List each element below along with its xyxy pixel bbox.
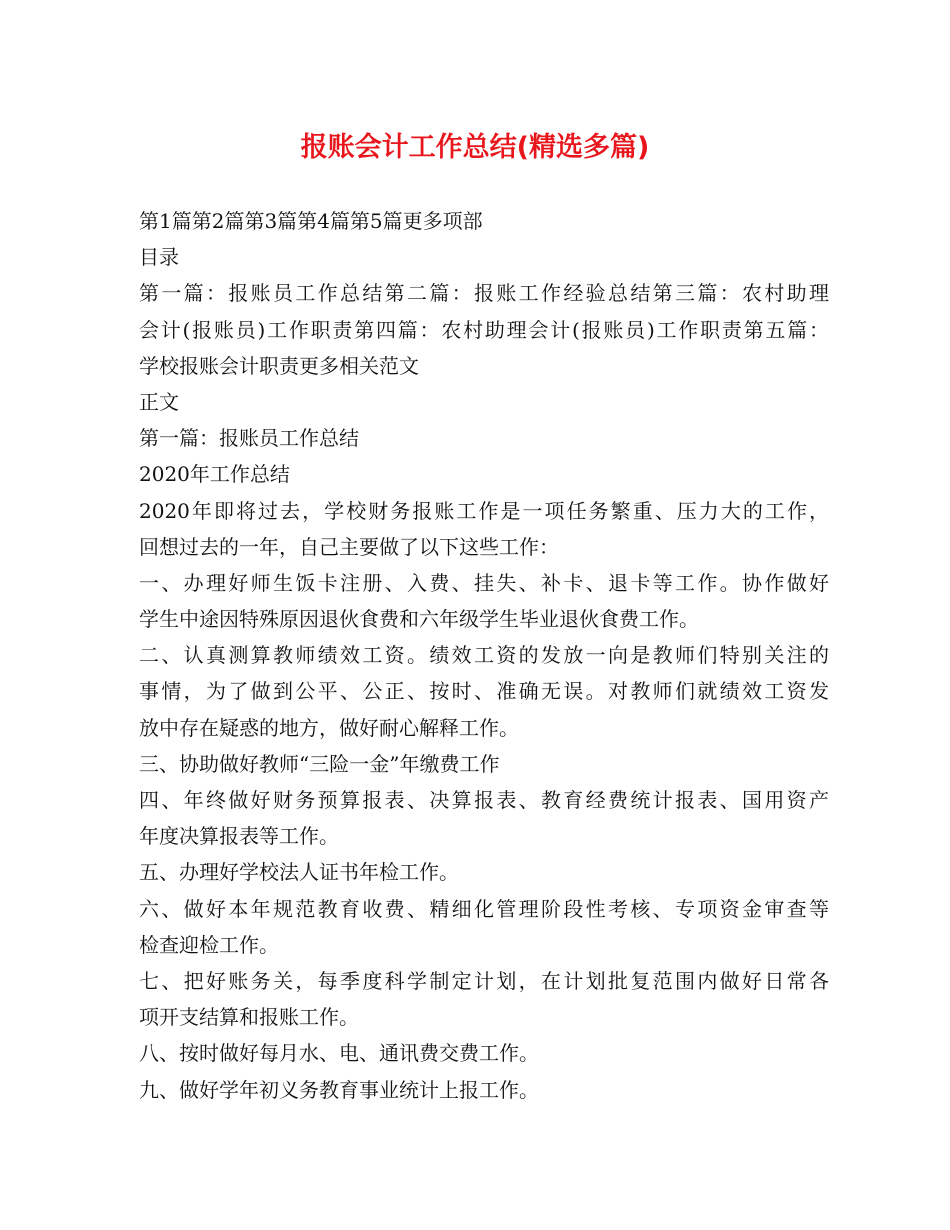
text-line: 回想过去的一年，自己主要做了以下这些工作： (139, 534, 559, 559)
text-line: 五、办理好学校法人证书年检工作。 (139, 860, 459, 885)
text-line: 六、做好本年规范教育收费、精细化管理阶段性考核、专项资金审查等 (139, 896, 829, 921)
text-line: 第一篇：报账员工作总结 (139, 426, 359, 451)
text-line: 二、认真测算教师绩效工资。绩效工资的发放一向是教师们特别关注的 (139, 643, 829, 668)
text-line: 2020年即将过去，学校财务报账工作是一项任务繁重、压力大的工作， (139, 498, 829, 523)
text-line: 九、做好学年初义务教育事业统计上报工作。 (139, 1077, 539, 1102)
text-line: 会计(报账员)工作职责第四篇：农村助理会计(报账员)工作职责第五篇： (139, 317, 829, 342)
text-line: 第一篇：报账员工作总结第二篇：报账工作经验总结第三篇：农村助理 (139, 281, 829, 306)
document-body (139, 203, 829, 1108)
text-line: 一、办理好师生饭卡注册、入费、挂失、补卡、退卡等工作。协作做好 (139, 570, 829, 595)
text-line: 项开支结算和报账工作。 (139, 1005, 359, 1030)
text-line: 事情，为了做到公平、公正、按时、准确无误。对教师们就绩效工资发 (139, 679, 829, 704)
text-line: 2020年工作总结 (139, 462, 290, 487)
text-line: 检查迎检工作。 (139, 932, 279, 957)
document-title: 报账会计工作总结(精选多篇) (300, 132, 650, 163)
text-line: 目录 (139, 245, 179, 270)
text-line: 学校报账会计职责更多相关范文 (139, 353, 419, 378)
text-line: 学生中途因特殊原因退伙食费和六年级学生毕业退伙食费工作。 (139, 607, 699, 632)
text-line: 八、按时做好每月水、电、通讯费交费工作。 (139, 1041, 539, 1066)
text-line: 年度决算报表等工作。 (139, 824, 339, 849)
text-line: 正文 (139, 389, 179, 414)
text-line: 放中存在疑惑的地方，做好耐心解释工作。 (139, 715, 519, 740)
text-line: 七、把好账务关，每季度科学制定计划，在计划批复范围内做好日常各 (139, 968, 829, 993)
text-line: 三、协助做好教师“三险一金”年缴费工作 (139, 751, 500, 776)
text-line: 四、年终做好财务预算报表、决算报表、教育经费统计报表、国用资产 (139, 788, 829, 812)
text-line: 第1篇第2篇第3篇第4篇第5篇更多项部 (139, 209, 483, 233)
